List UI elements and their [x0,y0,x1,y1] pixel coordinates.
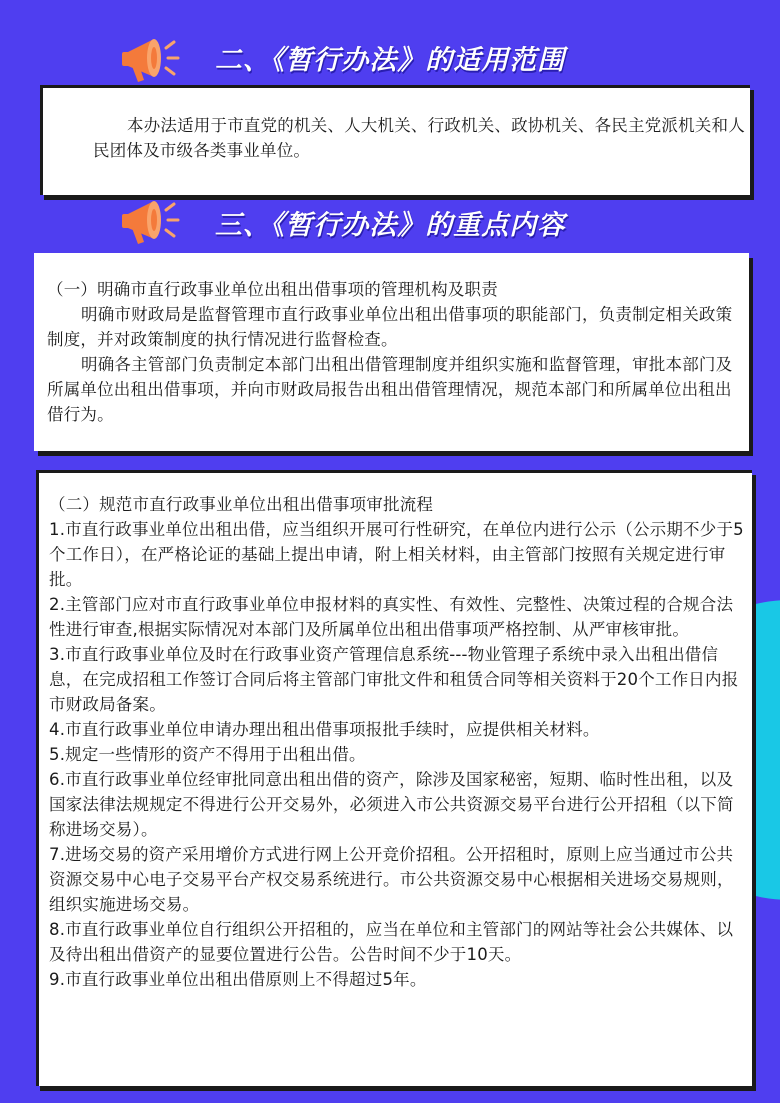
flow-item: 9.市直行政事业单位出租出借原则上不得超过5年。 [49,970,427,989]
flow-item: 8.市直行政事业单位自行组织公开招租的，应当在单位和主管部门的网站等社会公共媒体、以及待出租出借资产的显要位置进行公告。公告时间不少于10天。 [49,920,734,964]
approval-flow-content [49,492,744,992]
management-paragraph: 明确市财政局是监督管理市直行政事业单位出租出借事项的职能部门，负责制定相关政策制度，并对政策制度的执行情况进行监督检查。 [47,305,733,349]
section-3-heading: 三、《暂行办法》的重点内容 [214,210,566,241]
flow-item: 7.进场交易的资产采用增价方式进行网上公开竞价招租。公开招租时，原则上应当通过市公共资源交易中心电子交易平台产权交易系统进行。市公共资源交易中心根据相关进场交易规则，组织实施进场交易。 [49,845,734,914]
scope-card [40,85,750,195]
section-2-heading: 二、《暂行办法》的适用范围 [214,45,566,76]
flow-item: 6.市直行政事业单位经审批同意出租出借的资产，除涉及国家秘密，短期、临时性出租，以及国家法律法规规定不得进行公开交易外，必须进入市公共资源交易平台进行公开招租（以下简称进场交易）。 [49,770,734,839]
flow-item: 1.市直行政事业单位出租出借，应当组织开展可行性研究，在单位内进行公示（公示期不少于5个工作日），在严格论证的基础上提出申请，附上相关材料，由主管部门按照有关规定进行审批。 [49,520,744,589]
flow-item: 4.市直行政事业单位申请办理出租出借事项报批手续时，应提供相关材料。 [49,720,600,739]
management-title: （一）明确市直行政事业单位出租出借事项的管理机构及职责 [47,280,498,299]
management-paragraph: 明确各主管部门负责制定本部门出租出借管理制度并组织实施和监督管理，审批本部门及所属单位出租出借事项，并向市财政局报告出租出借管理情况，规范本部门和所属单位出租出借行为。 [47,355,733,424]
flow-item: 5.规定一些情形的资产不得用于出租出借。 [49,745,366,764]
flow-item: 2.主管部门应对市直行政事业单位申报材料的真实性、有效性、完整性、决策过程的合规合法性进行审查,根据实际情况对本部门及所属单位出租出借事项严格控制、从严审核审批。 [49,595,734,639]
management-card [34,253,749,451]
approval-flow-title: （二）规范市直行政事业单位出租出借事项审批流程 [49,495,434,514]
management-content [47,277,737,427]
approval-flow-card [36,470,752,1086]
flow-item: 3.市直行政事业单位及时在行政事业资产管理信息系统---物业管理子系统中录入出租出借信息，在完成招租工作签订合同后将主管部门审批文件和租赁合同等相关资料于20个工作日内报市财政局备案。 [49,645,739,714]
scope-body: 本办法适用于市直党的机关、人大机关、行政机关、政协机关、各民主党派机关和人民团体及市级各类事业单位。 [93,116,745,160]
